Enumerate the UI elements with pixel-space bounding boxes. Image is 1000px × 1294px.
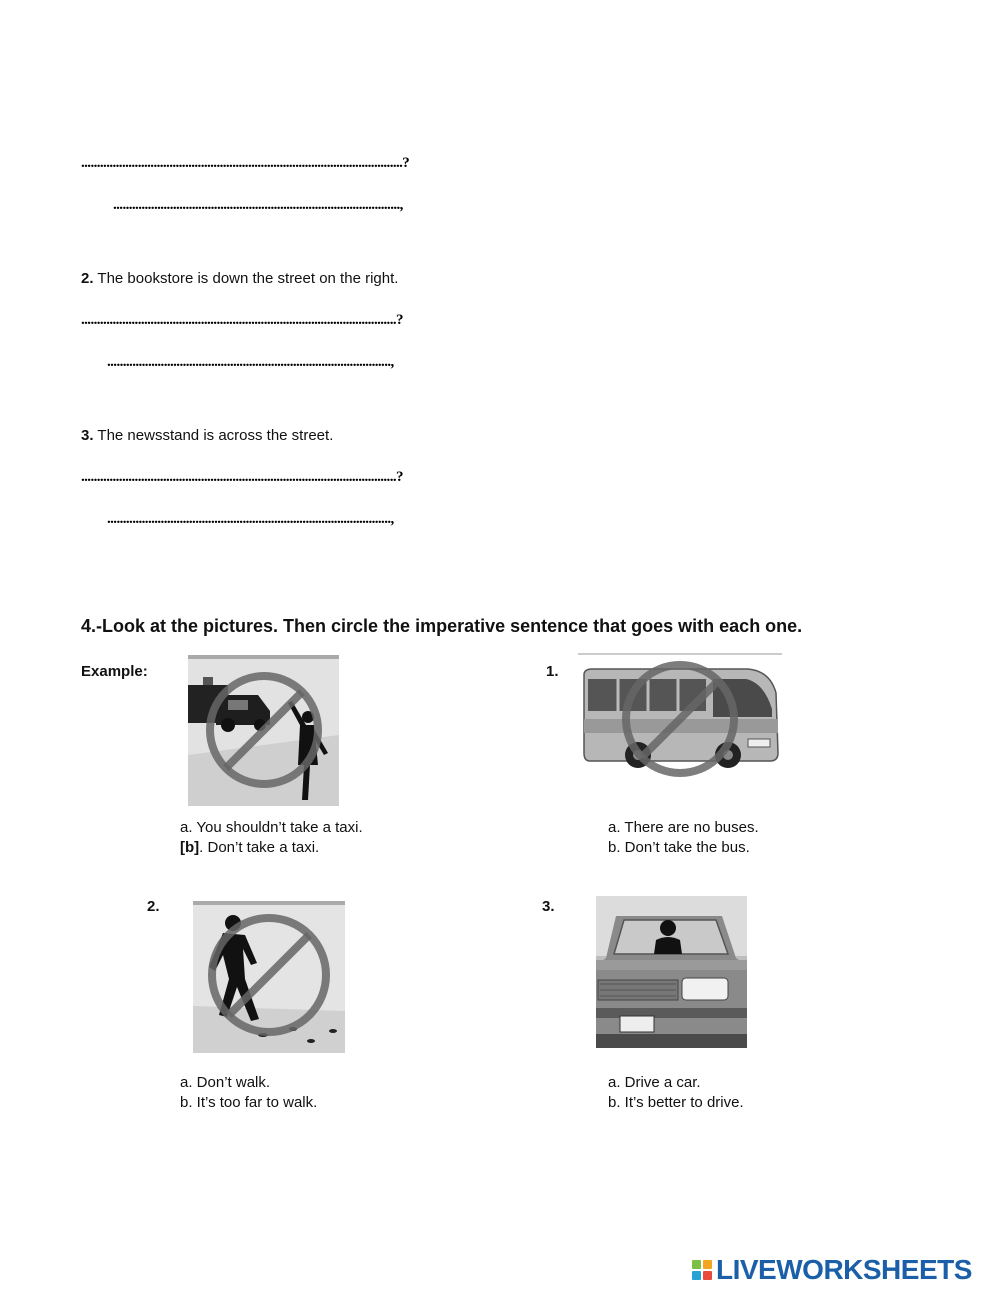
no-walking-icon xyxy=(193,901,345,1053)
pic-1-label: 1. xyxy=(546,663,559,680)
item-2-number: 2. xyxy=(81,270,94,287)
brand-name: LIVEWORKSHEETS xyxy=(716,1254,972,1285)
question-line-3[interactable]: ....................................................................................................? xyxy=(81,469,403,485)
no-bus-icon xyxy=(578,653,782,779)
item-3-text: The newsstand is across the street. xyxy=(97,427,334,444)
logo-grid-icon xyxy=(692,1260,712,1280)
example-answer-marker: [b] xyxy=(180,839,200,856)
pic-3-option-b[interactable]: b. It’s better to drive. xyxy=(608,1094,744,1111)
answer-line-3[interactable]: .........................................................................................., xyxy=(107,511,394,527)
question-line-1[interactable]: ......................................................................................................? xyxy=(81,155,410,171)
answer-line-1[interactable]: ..........................................................................................., xyxy=(113,197,403,213)
question-line-2[interactable]: ....................................................................................................? xyxy=(81,312,403,328)
item-3-number: 3. xyxy=(81,427,94,444)
car-icon xyxy=(596,896,747,1048)
example-label: Example: xyxy=(81,663,148,680)
item-2 xyxy=(81,270,398,287)
example-option-a[interactable]: a. You shouldn’t take a taxi. xyxy=(180,819,363,836)
no-taxi-icon xyxy=(188,655,339,806)
pic-3-option-a[interactable]: a. Drive a car. xyxy=(608,1074,701,1091)
answer-line-2[interactable]: .........................................................................................., xyxy=(107,354,394,370)
pic-2-option-a[interactable]: a. Don’t walk. xyxy=(180,1074,271,1091)
liveworksheets-logo xyxy=(692,1254,972,1286)
section-4-heading: 4.-Look at the pictures. Then circle the imperative sentence that goes with each one. xyxy=(81,616,803,636)
pic-3-label: 3. xyxy=(542,898,555,915)
pic-2-label: 2. xyxy=(147,898,160,915)
pic-1-option-a[interactable]: a. There are no buses. xyxy=(608,819,759,836)
item-3 xyxy=(81,427,333,444)
item-2-text: The bookstore is down the street on the right. xyxy=(97,270,399,287)
pic-1-option-b[interactable]: b. Don’t take the bus. xyxy=(608,839,750,856)
example-option-b-text: . Don’t take a taxi. xyxy=(199,839,320,856)
example-option-b[interactable] xyxy=(180,838,319,858)
pic-2-option-b[interactable]: b. It’s too far to walk. xyxy=(180,1094,318,1111)
